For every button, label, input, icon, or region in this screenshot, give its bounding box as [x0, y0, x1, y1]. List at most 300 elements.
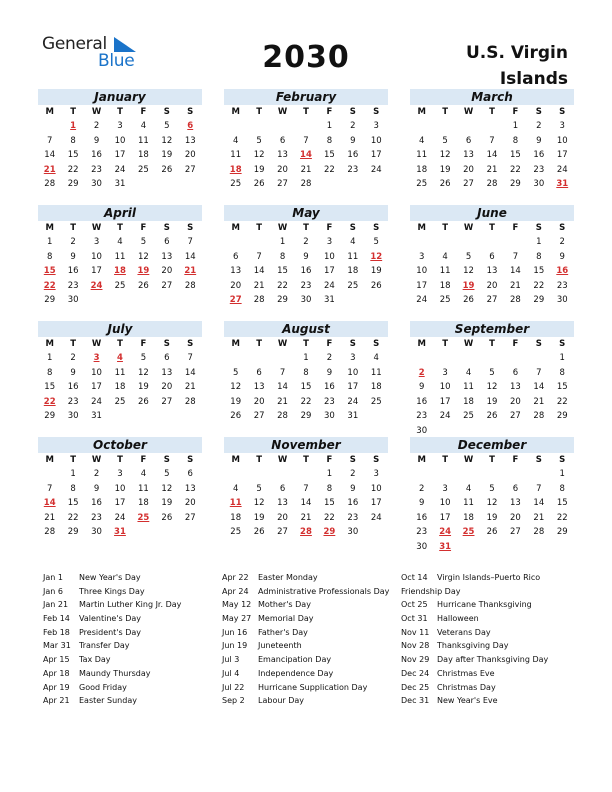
holiday-day-cell: 31 — [114, 527, 126, 537]
day-cell: 30 — [323, 411, 335, 421]
month-name: December — [410, 437, 574, 453]
day-cell: 7 — [536, 483, 542, 494]
day-cell: 29 — [556, 527, 568, 537]
day-cell: 25 — [347, 280, 359, 291]
day-cell: 11 — [137, 483, 149, 494]
logo-text-general: General — [42, 34, 107, 54]
weekday-label: W — [91, 339, 102, 349]
holiday-date: Jan 1 — [43, 573, 63, 582]
day-cell: 17 — [439, 396, 451, 407]
day-cell: 23 — [91, 164, 102, 175]
week-row — [38, 264, 202, 279]
empty-day-cell — [224, 119, 247, 134]
week-row — [410, 540, 574, 555]
day-cell: 15 — [323, 150, 335, 160]
week-row — [410, 380, 574, 395]
holiday-name: Administrative Professionals Day — [258, 586, 390, 596]
week-row — [224, 496, 388, 511]
empty-day-cell — [341, 177, 364, 192]
day-cell: 16 — [91, 150, 102, 160]
week-row — [410, 177, 574, 192]
weekday-label: T — [442, 455, 449, 465]
empty-day-cell — [247, 119, 270, 134]
month-september — [410, 321, 574, 438]
region-title-line1: U.S. Virgin — [465, 43, 568, 63]
weekday-label: S — [163, 107, 170, 117]
week-row — [38, 250, 202, 265]
day-cell: 24 — [370, 164, 382, 175]
holiday-day-cell: 24 — [439, 527, 452, 537]
holiday-name: Good Friday — [79, 682, 127, 692]
weekday-label: W — [463, 223, 474, 233]
day-cell: 30 — [91, 527, 102, 537]
day-cell: 14 — [184, 251, 196, 262]
week-row — [38, 177, 202, 192]
holiday-day-cell: 19 — [137, 266, 150, 276]
weekday-header — [410, 337, 574, 351]
holiday-column — [401, 571, 596, 708]
day-cell: 3 — [373, 121, 379, 131]
day-cell: 19 — [370, 266, 382, 276]
holiday-day-cell: 31 — [439, 541, 452, 552]
empty-day-cell — [504, 467, 527, 482]
day-cell: 16 — [67, 382, 79, 392]
day-cell: 20 — [253, 396, 265, 407]
day-cell: 27 — [277, 527, 288, 537]
day-cell: 18 — [416, 164, 428, 175]
day-cell: 7 — [303, 483, 309, 494]
day-cell: 23 — [416, 411, 428, 421]
day-cell: 3 — [117, 469, 123, 479]
day-cell: 14 — [300, 498, 312, 508]
week-row — [38, 496, 202, 511]
day-cell: 9 — [70, 251, 76, 262]
weekday-label: S — [559, 223, 566, 233]
day-cell: 8 — [326, 483, 333, 494]
holiday-item — [222, 639, 417, 653]
week-row — [38, 482, 202, 497]
day-cell: 8 — [536, 251, 542, 262]
day-cell: 27 — [509, 527, 521, 537]
week-row — [224, 163, 388, 178]
day-cell: 16 — [67, 266, 79, 276]
day-cell: 13 — [161, 367, 173, 378]
week-row — [224, 134, 388, 149]
holiday-item — [222, 612, 417, 626]
holiday-name: Halloween — [437, 614, 479, 624]
holiday-date: Apr 22 — [222, 573, 249, 582]
holiday-item — [401, 653, 596, 667]
empty-day-cell — [527, 467, 550, 482]
week-row — [224, 119, 388, 134]
empty-day-cell — [551, 540, 574, 555]
day-cell: 7 — [279, 367, 286, 378]
day-cell: 12 — [253, 150, 265, 160]
holiday-day-cell: 21 — [43, 164, 56, 175]
weekday-label: S — [187, 107, 194, 117]
week-row — [38, 511, 202, 526]
day-cell: 5 — [140, 237, 147, 247]
holiday-date: May 12 — [222, 600, 252, 610]
day-cell: 20 — [161, 382, 173, 392]
month-name: October — [38, 437, 202, 453]
day-cell: 16 — [416, 512, 428, 523]
month-name: February — [224, 89, 388, 105]
day-cell: 7 — [256, 251, 262, 262]
holiday-day-cell: 29 — [323, 527, 336, 537]
weekday-label: S — [349, 223, 356, 233]
weekday-label: W — [277, 107, 288, 117]
holiday-name: President's Day — [79, 627, 142, 637]
day-cell: 9 — [419, 382, 425, 392]
day-cell: 3 — [373, 469, 379, 479]
day-cell: 4 — [465, 483, 472, 494]
day-cell: 4 — [233, 483, 239, 494]
empty-day-cell — [247, 351, 270, 366]
empty-day-cell — [480, 351, 503, 366]
week-row — [224, 395, 388, 410]
week-row — [38, 395, 202, 410]
day-cell: 22 — [300, 396, 312, 407]
day-cell: 26 — [439, 179, 451, 189]
day-cell: 6 — [256, 367, 262, 378]
empty-day-cell — [480, 235, 503, 250]
weekday-label: S — [349, 107, 356, 117]
holiday-item — [43, 571, 238, 585]
weekday-label: S — [559, 107, 566, 117]
day-cell: 10 — [439, 382, 451, 392]
empty-day-cell — [108, 293, 131, 308]
weekday-label: F — [326, 223, 333, 233]
empty-day-cell — [247, 467, 270, 482]
day-cell: 25 — [230, 179, 242, 189]
day-cell: 27 — [277, 179, 288, 189]
week-row — [224, 467, 388, 482]
weekday-label: T — [256, 223, 263, 233]
holiday-date: Oct 14 — [401, 573, 428, 582]
day-cell: 20 — [230, 280, 242, 291]
logo-text-blue: Blue — [98, 51, 135, 71]
month-november — [224, 437, 388, 540]
weekday-header — [38, 453, 202, 467]
day-cell: 13 — [184, 483, 196, 494]
day-cell: 12 — [161, 483, 173, 494]
weekday-label: S — [373, 339, 380, 349]
empty-day-cell — [108, 409, 131, 424]
holiday-name: Christmas Day — [437, 682, 496, 692]
weekday-header — [224, 105, 388, 119]
day-cell: 19 — [253, 512, 265, 523]
day-cell: 10 — [439, 498, 451, 508]
weekday-label: T — [442, 107, 449, 117]
day-cell: 2 — [559, 237, 565, 247]
week-row — [38, 134, 202, 149]
holiday-day-cell: 16 — [556, 266, 569, 276]
day-cell: 2 — [93, 469, 100, 479]
weekday-label: F — [326, 455, 333, 465]
empty-day-cell — [433, 424, 456, 439]
holiday-item — [43, 626, 238, 640]
weekday-label: W — [463, 455, 474, 465]
day-cell: 29 — [44, 295, 56, 305]
weekday-label: S — [187, 455, 194, 465]
day-cell: 8 — [559, 367, 565, 378]
day-cell: 19 — [486, 512, 498, 523]
weekday-label: S — [349, 339, 356, 349]
holiday-item — [222, 585, 417, 599]
holiday-day-cell: 31 — [556, 179, 569, 189]
empty-day-cell — [410, 351, 433, 366]
weekday-label: T — [442, 223, 449, 233]
weekday-label: S — [535, 223, 542, 233]
day-cell: 10 — [347, 367, 359, 378]
day-cell: 19 — [161, 498, 173, 508]
day-cell: 12 — [463, 266, 474, 276]
week-row — [38, 119, 202, 134]
weekday-label: F — [326, 339, 333, 349]
day-cell: 18 — [439, 280, 451, 291]
day-cell: 4 — [233, 135, 239, 146]
day-cell: 3 — [559, 121, 565, 131]
weekday-label: W — [91, 107, 102, 117]
weekday-header — [224, 221, 388, 235]
month-february — [224, 89, 388, 192]
holiday-date: Jul 4 — [222, 668, 240, 678]
day-cell: 17 — [91, 266, 102, 276]
holiday-date: Mar 31 — [43, 641, 71, 651]
holiday-name: Day after Thanksgiving Day — [437, 655, 549, 665]
holiday-date: Feb 14 — [43, 614, 70, 624]
weekday-label: T — [70, 107, 77, 117]
day-cell: 12 — [137, 251, 149, 262]
week-row — [38, 293, 202, 308]
day-cell: 13 — [463, 150, 474, 160]
month-march — [410, 89, 574, 192]
empty-day-cell — [224, 467, 247, 482]
week-row — [410, 482, 574, 497]
week-row — [224, 235, 388, 250]
holiday-day-cell: 25 — [462, 527, 475, 537]
month-december — [410, 437, 574, 554]
day-cell: 30 — [416, 425, 428, 436]
week-row — [38, 351, 202, 366]
day-cell: 11 — [439, 266, 451, 276]
day-cell: 20 — [277, 164, 288, 175]
day-cell: 27 — [486, 295, 498, 305]
region-title-line2: Islands — [499, 69, 568, 89]
week-row — [224, 482, 388, 497]
week-row — [410, 467, 574, 482]
empty-day-cell — [410, 235, 433, 250]
empty-day-cell — [504, 235, 527, 250]
day-cell: 28 — [184, 396, 196, 407]
weekday-label: F — [512, 455, 519, 465]
holiday-day-cell: 22 — [43, 396, 56, 407]
day-cell: 14 — [509, 266, 521, 276]
weekday-header — [38, 337, 202, 351]
holiday-day-cell: 22 — [43, 280, 56, 291]
day-cell: 17 — [416, 280, 428, 291]
holiday-item — [43, 598, 238, 612]
day-cell: 8 — [326, 135, 333, 146]
day-cell: 12 — [161, 135, 173, 146]
day-cell: 4 — [117, 237, 123, 247]
weekday-label: S — [349, 455, 356, 465]
holiday-column — [222, 571, 417, 708]
holiday-item — [43, 653, 238, 667]
day-cell: 15 — [533, 266, 545, 276]
week-row — [410, 409, 574, 424]
day-cell: 26 — [253, 179, 265, 189]
weekday-label: W — [277, 455, 288, 465]
month-name: January — [38, 89, 202, 105]
day-cell: 5 — [164, 121, 170, 131]
holiday-day-cell: 28 — [300, 527, 312, 537]
holiday-date: Feb 18 — [43, 627, 70, 637]
holiday-item — [401, 571, 596, 585]
day-cell: 7 — [536, 367, 542, 378]
day-cell: 27 — [184, 512, 196, 523]
empty-day-cell — [457, 467, 480, 482]
day-cell: 1 — [326, 469, 333, 479]
holiday-name: Memorial Day — [258, 614, 314, 624]
holiday-name: Veterans Day — [437, 627, 491, 637]
day-cell: 7 — [47, 135, 53, 146]
day-cell: 16 — [533, 150, 545, 160]
day-cell: 17 — [91, 382, 102, 392]
day-cell: 3 — [326, 237, 333, 247]
weekday-label: M — [417, 223, 426, 233]
day-cell: 31 — [91, 411, 102, 421]
day-cell: 7 — [512, 251, 519, 262]
empty-day-cell — [271, 351, 294, 366]
day-cell: 29 — [556, 411, 568, 421]
day-cell: 28 — [184, 280, 196, 291]
empty-day-cell — [457, 540, 480, 555]
empty-day-cell — [480, 119, 503, 134]
day-cell: 23 — [416, 527, 428, 537]
day-cell: 1 — [47, 353, 53, 363]
day-cell: 21 — [509, 280, 521, 291]
month-name: May — [224, 205, 388, 221]
day-cell: 1 — [559, 469, 565, 479]
day-cell: 4 — [140, 121, 147, 131]
day-cell: 18 — [463, 512, 474, 523]
day-cell: 1 — [512, 121, 519, 131]
weekday-label: W — [277, 339, 288, 349]
day-cell: 26 — [370, 280, 382, 291]
day-cell: 27 — [463, 179, 474, 189]
day-cell: 23 — [91, 512, 102, 523]
day-cell: 30 — [533, 179, 545, 189]
holiday-name: Independence Day — [258, 668, 334, 678]
day-cell: 15 — [556, 498, 568, 508]
day-cell: 23 — [556, 280, 568, 291]
day-cell: 25 — [114, 280, 126, 291]
day-cell: 14 — [184, 367, 196, 378]
holiday-day-cell: 18 — [229, 164, 242, 175]
day-cell: 30 — [347, 527, 359, 537]
week-row — [410, 496, 574, 511]
day-cell: 1 — [326, 121, 333, 131]
weekday-label: W — [91, 455, 102, 465]
weekday-label: M — [417, 107, 426, 117]
weekday-label: T — [489, 339, 495, 349]
holiday-date: Sep 2 — [222, 696, 245, 706]
day-cell: 25 — [370, 396, 382, 407]
holiday-day-cell: 15 — [43, 266, 56, 276]
day-cell: 22 — [556, 512, 568, 523]
holiday-date: Jan 21 — [43, 600, 69, 610]
holiday-name: New Year's Day — [79, 573, 141, 582]
holiday-item — [401, 612, 596, 626]
day-cell: 31 — [114, 179, 126, 189]
day-cell: 29 — [44, 411, 56, 421]
day-cell: 3 — [93, 237, 100, 247]
day-cell: 22 — [277, 280, 288, 291]
day-cell: 19 — [137, 382, 149, 392]
month-name: June — [410, 205, 574, 221]
day-cell: 17 — [114, 150, 126, 160]
empty-day-cell — [480, 467, 503, 482]
week-row — [38, 235, 202, 250]
day-cell: 15 — [509, 150, 521, 160]
weekday-label: T — [489, 107, 495, 117]
day-cell: 15 — [323, 498, 335, 508]
day-cell: 29 — [277, 295, 288, 305]
holiday-date: Jun 19 — [222, 641, 248, 651]
day-cell: 18 — [370, 382, 382, 392]
day-cell: 31 — [347, 411, 359, 421]
day-cell: 23 — [533, 164, 545, 175]
week-row — [224, 250, 388, 265]
day-cell: 12 — [253, 498, 265, 508]
weekday-label: T — [303, 339, 309, 349]
day-cell: 9 — [70, 367, 76, 378]
weekday-label: T — [117, 339, 123, 349]
day-cell: 21 — [253, 280, 265, 291]
day-cell: 15 — [556, 382, 568, 392]
empty-day-cell — [527, 424, 550, 439]
day-cell: 18 — [114, 382, 126, 392]
holiday-item — [222, 598, 417, 612]
day-cell: 11 — [114, 367, 126, 378]
week-row — [224, 279, 388, 294]
day-cell: 11 — [370, 367, 382, 378]
day-cell: 9 — [93, 135, 100, 146]
day-cell: 1 — [70, 469, 76, 479]
empty-day-cell — [179, 409, 202, 424]
weekday-label: T — [70, 223, 77, 233]
weekday-label: M — [231, 107, 240, 117]
day-cell: 17 — [556, 150, 568, 160]
day-cell: 8 — [70, 483, 76, 494]
day-cell: 9 — [419, 498, 425, 508]
weekday-label: S — [535, 339, 542, 349]
day-cell: 8 — [47, 367, 53, 378]
day-cell: 10 — [114, 483, 126, 494]
day-cell: 26 — [230, 411, 242, 421]
day-cell: 11 — [416, 150, 428, 160]
weekday-label: T — [303, 455, 309, 465]
empty-day-cell — [294, 467, 317, 482]
day-cell: 29 — [67, 179, 79, 189]
day-cell: 10 — [323, 251, 335, 262]
day-cell: 4 — [373, 353, 379, 363]
weekday-label: T — [70, 339, 77, 349]
day-cell: 20 — [509, 512, 521, 523]
week-row — [38, 148, 202, 163]
